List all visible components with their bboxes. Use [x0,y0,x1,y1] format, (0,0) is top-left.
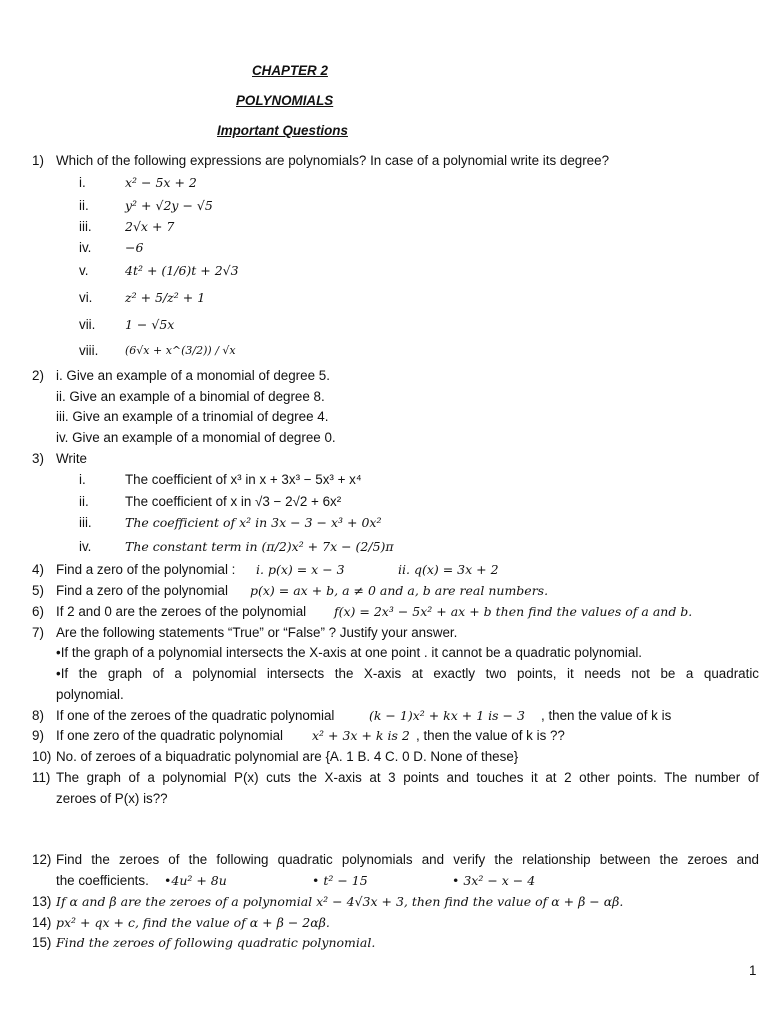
item-label: iv. [79,539,92,554]
item-text: The constant term in (π/2)x² + 7x − (2/5)π [125,539,394,554]
bullet-statement: •If the graph of a polynomial intersects the X-axis at exactly two points, it needs not be a quadratic [56,666,759,681]
math-expression: z² + 5/z² + 1 [125,290,206,305]
math-expression: • t² − 15 [312,873,368,888]
question-text: Are the following statements “True” or “False” ? Justify your answer. [56,625,458,640]
item-label: iii. [79,515,92,530]
question-text: Find a zero of the polynomial : [56,562,236,577]
item-label: v. [79,263,89,278]
question-number: 9) [32,728,44,743]
question-number: 11) [32,770,51,785]
question-number: 13) [32,894,52,909]
question-number: 15) [32,935,52,950]
question-line: iii. Give an example of a trinomial of degree 4. [56,409,329,424]
question-text: If one zero of the quadratic polynomial [56,728,284,743]
math-expression: px² + qx + c, find the value of α + β − 2αβ. [56,915,330,930]
question-line: ii. Give an example of a binomial of degree 8. [56,389,325,404]
math-expression: f(x) = 2x³ − 5x² + ax + b then find the values of a and b. [334,604,693,619]
question-number: 14) [32,915,52,930]
item-text: The coefficient of x³ in x + 3x³ − 5x³ + x⁴ [125,472,362,487]
question-text: Which of the following expressions are polynomials? In case of a polynomial write its degree? [56,153,610,168]
question-text: zeroes of P(x) is?? [56,791,168,806]
question-number: 2) [32,368,44,383]
question-text: Find the zeroes of the following quadratic polynomials and verify the relationship between the zeroes and [56,852,759,867]
item-label: ii. [79,198,89,213]
question-line: i. Give an example of a monomial of degree 5. [56,368,330,383]
math-expression: y² + √2y − √5 [125,198,213,213]
item-text: The coefficient of x² in 3x − 3 − x³ + 0x² [125,515,382,530]
question-text: No. of zeroes of a biquadratic polynomial are {A. 1 B. 4 C. 0 D. None of these} [56,749,519,764]
chapter-title: POLYNOMIALS [236,93,334,108]
question-text: The graph of a polynomial P(x) cuts the X-axis at 3 points and touches it at 2 other points. The number of [56,770,759,785]
math-expression: −6 [125,240,144,255]
math-expression: x² − 5x + 2 [125,175,197,190]
question-text: , then the value of k is [541,708,672,723]
question-number: 10) [32,749,52,764]
question-text: Find a zero of the polynomial [56,583,228,598]
math-expression: If α and β are the zeroes of a polynomial x² − 4√3x + 3, then find the value of α + β − αβ. [56,894,624,909]
bullet-statement: •If the graph of a polynomial intersects the X-axis at one point . it cannot be a quadratic polynomial. [56,645,643,660]
question-line: iv. Give an example of a monomial of degree 0. [56,430,336,445]
item-label: viii. [79,343,99,358]
question-number: 8) [32,708,44,723]
question-number: 1) [32,153,44,168]
question-number: 4) [32,562,44,577]
item-text: The coefficient of x in √3 − 2√2 + 6x² [125,494,342,509]
question-number: 6) [32,604,44,619]
math-expression: i. p(x) = x − 3 [256,562,345,577]
question-number: 12) [32,852,52,867]
question-text: , then the value of k is ?? [416,728,565,743]
math-expression: (k − 1)x² + kx + 1 is − 3 [369,708,525,723]
question-number: 7) [32,625,44,640]
section-subtitle: Important Questions [217,123,348,138]
math-expression: 4t² + (1/6)t + 2√3 [125,263,239,278]
item-label: iv. [79,240,92,255]
page-number: 1 [749,963,757,978]
question-number: 3) [32,451,44,466]
chapter-heading: CHAPTER 2 [252,63,328,78]
item-label: vii. [79,317,96,332]
item-label: ii. [79,494,89,509]
math-expression: 1 − √5x [125,317,175,332]
item-label: i. [79,472,86,487]
bullet-statement: polynomial. [56,687,124,702]
math-expression: p(x) = ax + b, a ≠ 0 and a, b are real numbers. [250,583,549,598]
question-text: If 2 and 0 are the zeroes of the polynomial [56,604,307,619]
math-expression: 2√x + 7 [125,219,175,234]
item-label: i. [79,175,86,190]
question-text: If one of the zeroes of the quadratic polynomial [56,708,335,723]
math-expression: • 3x² − x − 4 [452,873,536,888]
item-label: iii. [79,219,92,234]
question-text: the coefficients. [56,873,149,888]
math-expression: Find the zeroes of following quadratic polynomial. [56,935,376,950]
question-text: Write [56,451,87,466]
item-label: vi. [79,290,93,305]
math-expression: x² + 3x + k is 2 [312,728,410,743]
math-expression: ii. q(x) = 3x + 2 [398,562,499,577]
math-expression: (6√x + x^(3/2)) / √x [125,344,236,357]
math-expression: •4u² + 8u [164,873,227,888]
question-number: 5) [32,583,44,598]
